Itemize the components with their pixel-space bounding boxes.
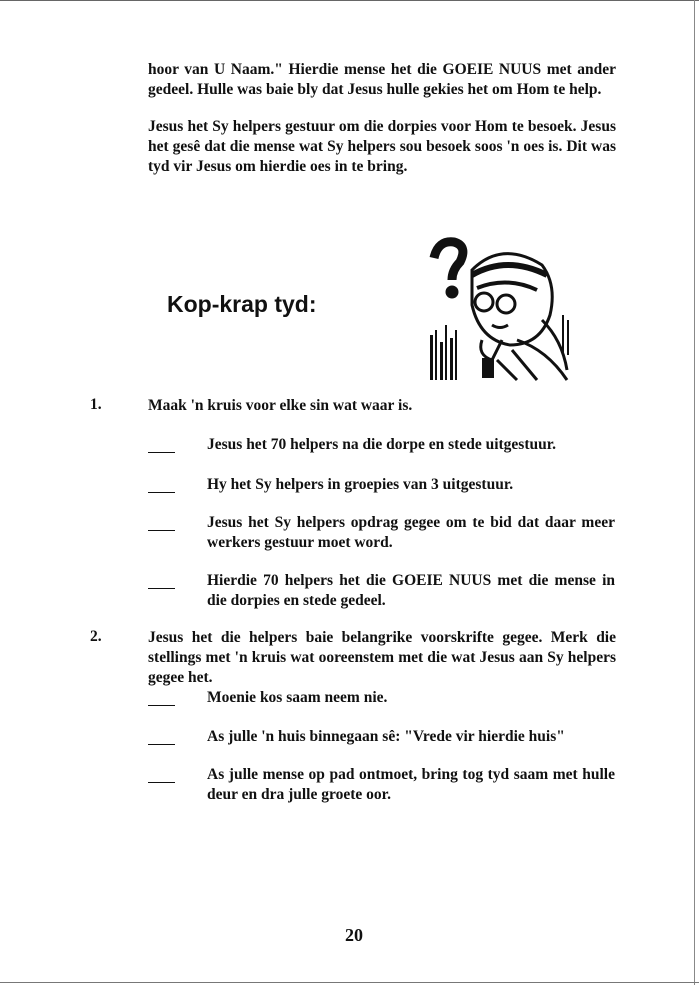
thinking-person-illustration [422, 230, 577, 385]
question-1-prompt: Maak 'n kruis voor elke sin wat waar is. [148, 397, 413, 414]
answer-blank[interactable] [148, 705, 175, 706]
statement-item: Hy het Sy helpers in groepies van 3 uitgestuur. [207, 476, 514, 493]
intro-paragraph-2: Jesus het Sy helpers gestuur om die dorpies voor Hom te besoek. Jesus het gesê dat die mense wat Sy helpers sou besoek soos 'n oes is. Dit was tyd vir Jesus om hierdie oes in te bring. [148, 118, 616, 175]
statement-item: Jesus het Sy helpers opdrag gegee om te bid dat daar meer werkers gestuur moet word. [207, 514, 615, 551]
statement-item: As julle 'n huis binnegaan sê: "Vrede vir hierdie huis" [207, 728, 565, 745]
intro-paragraph-1: hoor van U Naam." Hierdie mense het die GOEIE NUUS met ander gedeel. Hulle was baie bly dat Jesus hulle gekies het om Hom te help. [148, 61, 616, 98]
page-number: 20 [345, 925, 363, 945]
question-2-prompt: Jesus het die helpers baie belangrike voorskrifte gegee. Merk die stellings met 'n kruis wat ooreenstem met die wat Jesus aan Sy helpers gegee het. [148, 629, 616, 686]
question-2-number: 2. [90, 628, 102, 645]
page-border-bottom [0, 982, 699, 983]
question-1-number: 1. [90, 396, 102, 413]
statement-item: As julle mense op pad ontmoet, bring tog tyd saam met hulle deur en dra julle groete oor. [207, 766, 615, 803]
page-border-right [694, 0, 695, 985]
answer-blank[interactable] [148, 530, 175, 531]
answer-blank[interactable] [148, 452, 175, 453]
section-title: Kop-krap tyd: [167, 291, 317, 317]
answer-blank[interactable] [148, 588, 175, 589]
answer-blank[interactable] [148, 782, 175, 783]
answer-blank[interactable] [148, 492, 175, 493]
statement-item: Hierdie 70 helpers het die GOEIE NUUS met die mense in die dorpies en stede gedeel. [207, 572, 615, 609]
statement-item: Moenie kos saam neem nie. [207, 689, 388, 706]
answer-blank[interactable] [148, 744, 175, 745]
statement-item: Jesus het 70 helpers na die dorpe en stede uitgestuur. [207, 436, 557, 453]
page-border-top [0, 0, 699, 1]
